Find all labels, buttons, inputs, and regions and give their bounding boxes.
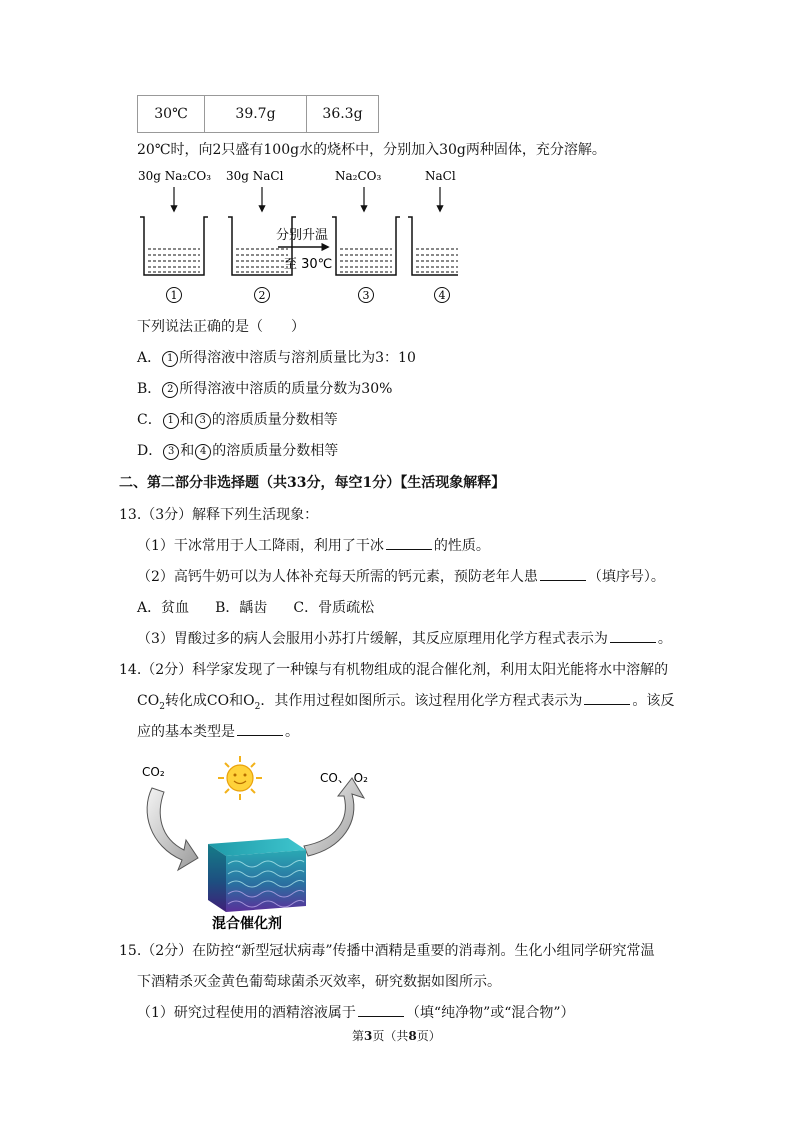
circle-number-1: 1 [170, 289, 178, 302]
circle-number-3: 3 [362, 289, 370, 302]
beaker-1 [140, 217, 208, 275]
beaker-3 [332, 217, 400, 275]
answer-blank[interactable] [540, 579, 586, 581]
answer-blank[interactable] [584, 703, 630, 705]
co2-label: CO₂ [142, 765, 165, 779]
question-stem: 下列说法正确的是（ ） [137, 319, 305, 335]
circle-number: 1 [163, 413, 179, 429]
q13-sub2: （2）高钙牛奶可以为人体补充每天所需的钙元素，预防老年人患 （填序号）。 [137, 569, 665, 585]
curved-arrow-icon [147, 788, 198, 870]
option-b: B． 2 所得溶液中溶质的质量分数为30% [137, 381, 393, 397]
arrow-label-bottom: 至 30℃ [284, 257, 333, 272]
table-cell: 30℃ [138, 96, 205, 133]
q15-line2: 下酒精杀灭金黄色葡萄球菌杀灭效率，研究数据如图所示。 [137, 974, 501, 990]
answer-blank[interactable] [237, 734, 283, 736]
answer-blank[interactable] [386, 548, 432, 550]
intro-text: 20℃时，向2只盛有100g水的烧杯中，分别加入30g两种固体，充分溶解。 [137, 142, 606, 158]
answer-blank[interactable] [610, 641, 656, 643]
q13-sub1: （1）干冰常用于人工降雨，利用了干冰 的性质。 [137, 538, 490, 554]
q13-head: 13.（3分）解释下列生活现象： [119, 507, 319, 523]
q13-sub3: （3）胃酸过多的病人会服用小苏打片缓解，其反应原理用化学方程式表示为 。 [137, 631, 672, 647]
q14-line1: 14.（2分）科学家发现了一种镍与有机物组成的混合催化剂，利用太阳光能将水中溶解的 [119, 662, 669, 678]
circle-number: 3 [163, 444, 179, 460]
q15-line1: 15.（2分）在防控“新型冠状病毒”传播中酒精是重要的消毒剂。生化小组同学研究常温 [119, 943, 655, 959]
circle-number: 4 [195, 444, 211, 460]
products-label: CO、 O₂ [320, 771, 368, 785]
option-c: C． 1 和 3 的溶质质量分数相等 [137, 412, 338, 428]
answer-blank[interactable] [358, 1015, 404, 1017]
q14-line3: 应的基本类型是 。 [137, 724, 299, 740]
table-row [138, 96, 379, 133]
beaker-4 [408, 217, 458, 275]
page-total: 8 [408, 1029, 417, 1043]
curved-arrow-icon [304, 778, 364, 856]
catalyst-figure [138, 752, 398, 932]
beaker-label-2: 30g NaCl [226, 169, 284, 183]
q14-line2: $CO_2$转化成CO和$O_2$．其作用过程如图所示。该过程用化学方程式表示为 。该反 [137, 693, 675, 712]
q13-choices: A．贫血 B．龋齿 C．骨质疏松 [137, 600, 375, 616]
table-cell: 36.3g [307, 96, 379, 133]
catalyst-caption: 混合催化剂 [212, 916, 282, 932]
section-heading: 二、第二部分非选择题（共33分，每空1分）【生活现象解释】 [119, 475, 506, 491]
circle-number-2: 2 [258, 289, 266, 302]
beaker-diagram [138, 165, 458, 305]
beaker-label-3: Na₂CO₃ [335, 169, 382, 183]
circle-number: 3 [195, 413, 211, 429]
option-d: D． 3 和 4 的溶质质量分数相等 [137, 443, 339, 459]
circle-number-4: 4 [438, 289, 446, 302]
solubility-table [137, 95, 379, 133]
arrow-label-top: 分别升温 [276, 228, 329, 243]
table-cell: 39.7g [205, 96, 307, 133]
beaker-label-4: NaCl [425, 169, 456, 183]
page-number: 3 [364, 1029, 373, 1043]
beaker-label-1: 30g Na₂CO₃ [138, 169, 212, 183]
circle-number: 1 [162, 351, 178, 367]
sun-icon [218, 756, 262, 800]
q15-sub1: （1）研究过程使用的酒精溶液属于 （填“纯净物”或“混合物”） [137, 1005, 575, 1021]
catalyst-cube-icon [208, 838, 306, 912]
option-a: A． 1 所得溶液中溶质与溶剂质量比为3：10 [137, 350, 416, 366]
circle-number: 2 [162, 382, 178, 398]
page-footer: 第3页（共8页） [352, 1029, 441, 1043]
